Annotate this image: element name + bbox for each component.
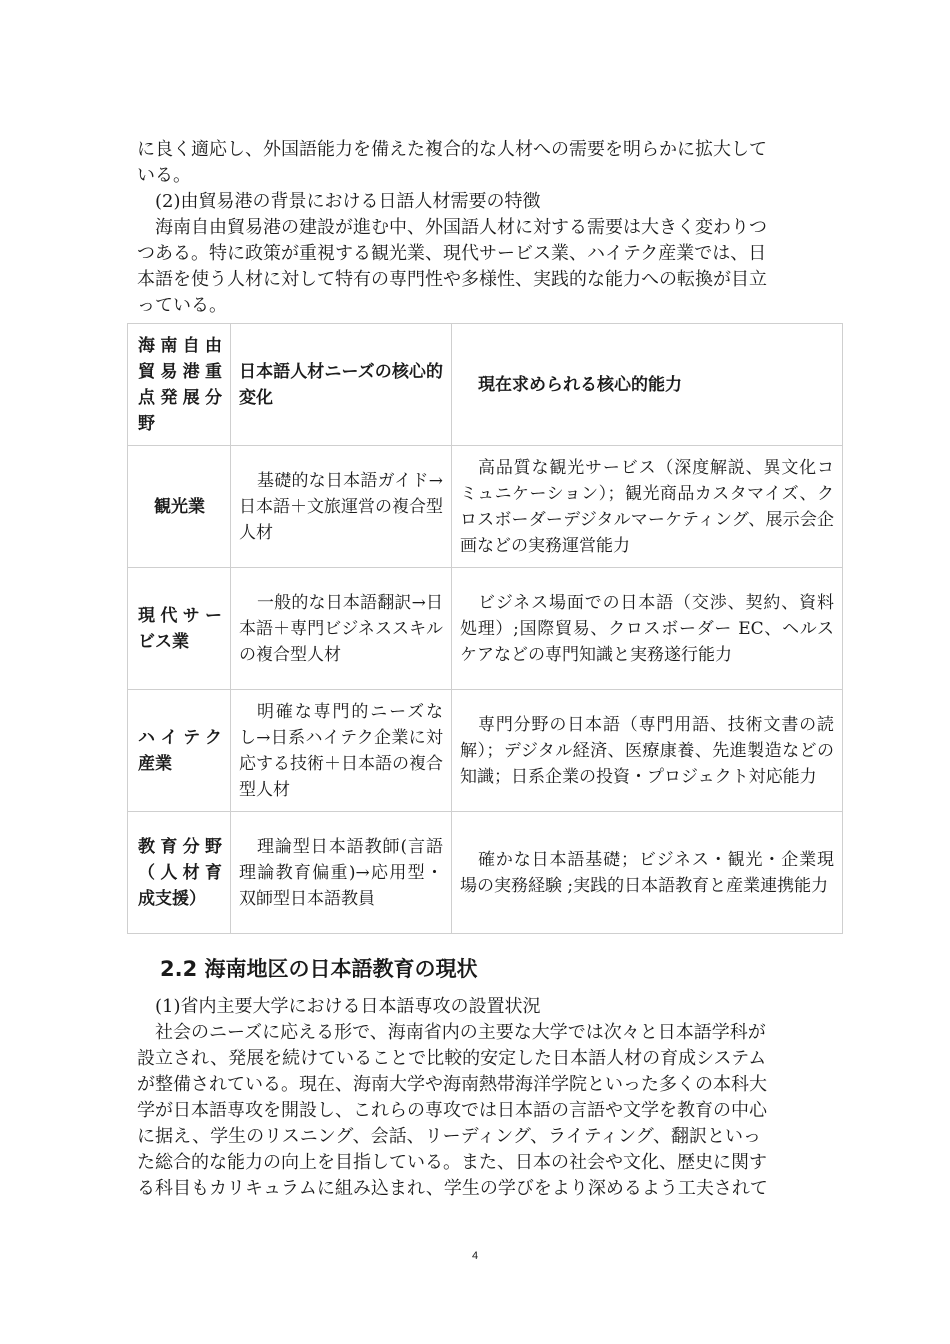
- cell-field: 現代サービス業: [128, 568, 231, 690]
- table-row: [128, 446, 843, 568]
- table-row: [128, 812, 843, 934]
- cell-ability: 確かな日本語基礎；ビジネス・観光・企業現場の実務経験 ;実践的日本語教育と産業連携能力: [452, 812, 843, 934]
- text-line: 設立され、発展を続けていることで比較的安定した日本語人材の育成システム: [137, 1048, 767, 1069]
- cell-field: 観光業: [128, 446, 231, 568]
- table-header-row: [128, 324, 843, 446]
- cell-change: 基礎的な日本語ガイド→日本語＋文旅運営の複合型人材: [231, 446, 452, 568]
- header-change: 日本語人材ニーズの核心的変化: [231, 324, 452, 446]
- text-line: る科目もカリキュラムに組み込まれ、学生の学びをより深めるよう工夫されて: [137, 1178, 768, 1199]
- text-line: 社会のニーズに応える形で、海南省内の主要な大学では次々と日本語学科が: [155, 1022, 766, 1043]
- cell-ability: ビジネス場面での日本語（交渉、契約、資料処理）;国際貿易、クロスボーダー EC、ヘルスケアなどの専門知識と実務遂行能力: [452, 568, 843, 690]
- cell-ability: 専門分野の日本語（専門用語、技術文書の読解）；デジタル経済、医療康養、先進製造などの知識；日系企業の投資・プロジェクト対応能力: [452, 690, 843, 812]
- cell-change: 理論型日本語教師(言語理論教育偏重)→応用型・双師型日本語教員: [231, 812, 452, 934]
- subheading-text: (2)由貿易港の背景における日語人材需要の特徴: [155, 191, 541, 212]
- text-line: が整備されている。現在、海南大学や海南熱帯海洋学院といった多くの本科大: [137, 1074, 767, 1095]
- cell-change: 一般的な日本語翻訳→日本語＋専門ビジネススキルの複合型人材: [231, 568, 452, 690]
- text-line: いる。: [137, 165, 191, 186]
- cell-field: 教育分野（人材育成支援）: [128, 812, 231, 934]
- text-line: 本語を使う人材に対して特有の専門性や多様性、実践的な能力への転換が目立: [137, 269, 767, 290]
- text-line: に据え、学生のリスニング、会話、リーディング、ライティング、翻訳といっ: [137, 1126, 762, 1147]
- top-paragraph: [137, 137, 817, 189]
- subheading-2: [137, 189, 817, 215]
- cell-field: ハイテク産業: [128, 690, 231, 812]
- paragraph-3: [137, 1020, 817, 1202]
- header-ability: 現在求められる核心的能力: [452, 324, 843, 446]
- cell-change: 明確な専門的ニーズなし→日系ハイテク企業に対応する技術＋日本語の複合型人材: [231, 690, 452, 812]
- text-line: 海南自由貿易港の建設が進む中、外国語人材に対する需要は大きく変わりつ: [155, 217, 767, 238]
- text-line: た総合的な能力の向上を目指している。また、日本の社会や文化、歴史に関す: [137, 1152, 767, 1173]
- paragraph-2: [137, 215, 817, 319]
- text-line: つある。特に政策が重視する観光業、現代サービス業、ハイテク産業では、日: [137, 243, 767, 264]
- header-field: 海南自由貿易港重点発展分野: [128, 324, 231, 446]
- cell-ability: 高品質な観光サービス（深度解説、異文化コミュニケーション）；観光商品カスタマイズ、クロスボーダーデジタルマーケティング、展示会企画などの実務運営能力: [452, 446, 843, 568]
- text-line: っている。: [137, 295, 227, 316]
- table-row: [128, 690, 843, 812]
- page-number: 4: [471, 1250, 479, 1262]
- table-row: [128, 568, 843, 690]
- subheading-text: (1)省内主要大学における日本語専攻の設置状況: [155, 996, 541, 1017]
- needs-table: [127, 323, 834, 934]
- text-line: 学が日本語専攻を開設し、これらの専攻では日本語の言語や文学を教育の中心: [137, 1100, 767, 1121]
- section-heading: 2.2 海南地区の日本語教育の現状: [160, 957, 478, 981]
- text-line: に良く適応し、外国語能力を備えた複合的な人材への需要を明らかに拡大して: [137, 139, 767, 160]
- subheading-3: [137, 994, 817, 1020]
